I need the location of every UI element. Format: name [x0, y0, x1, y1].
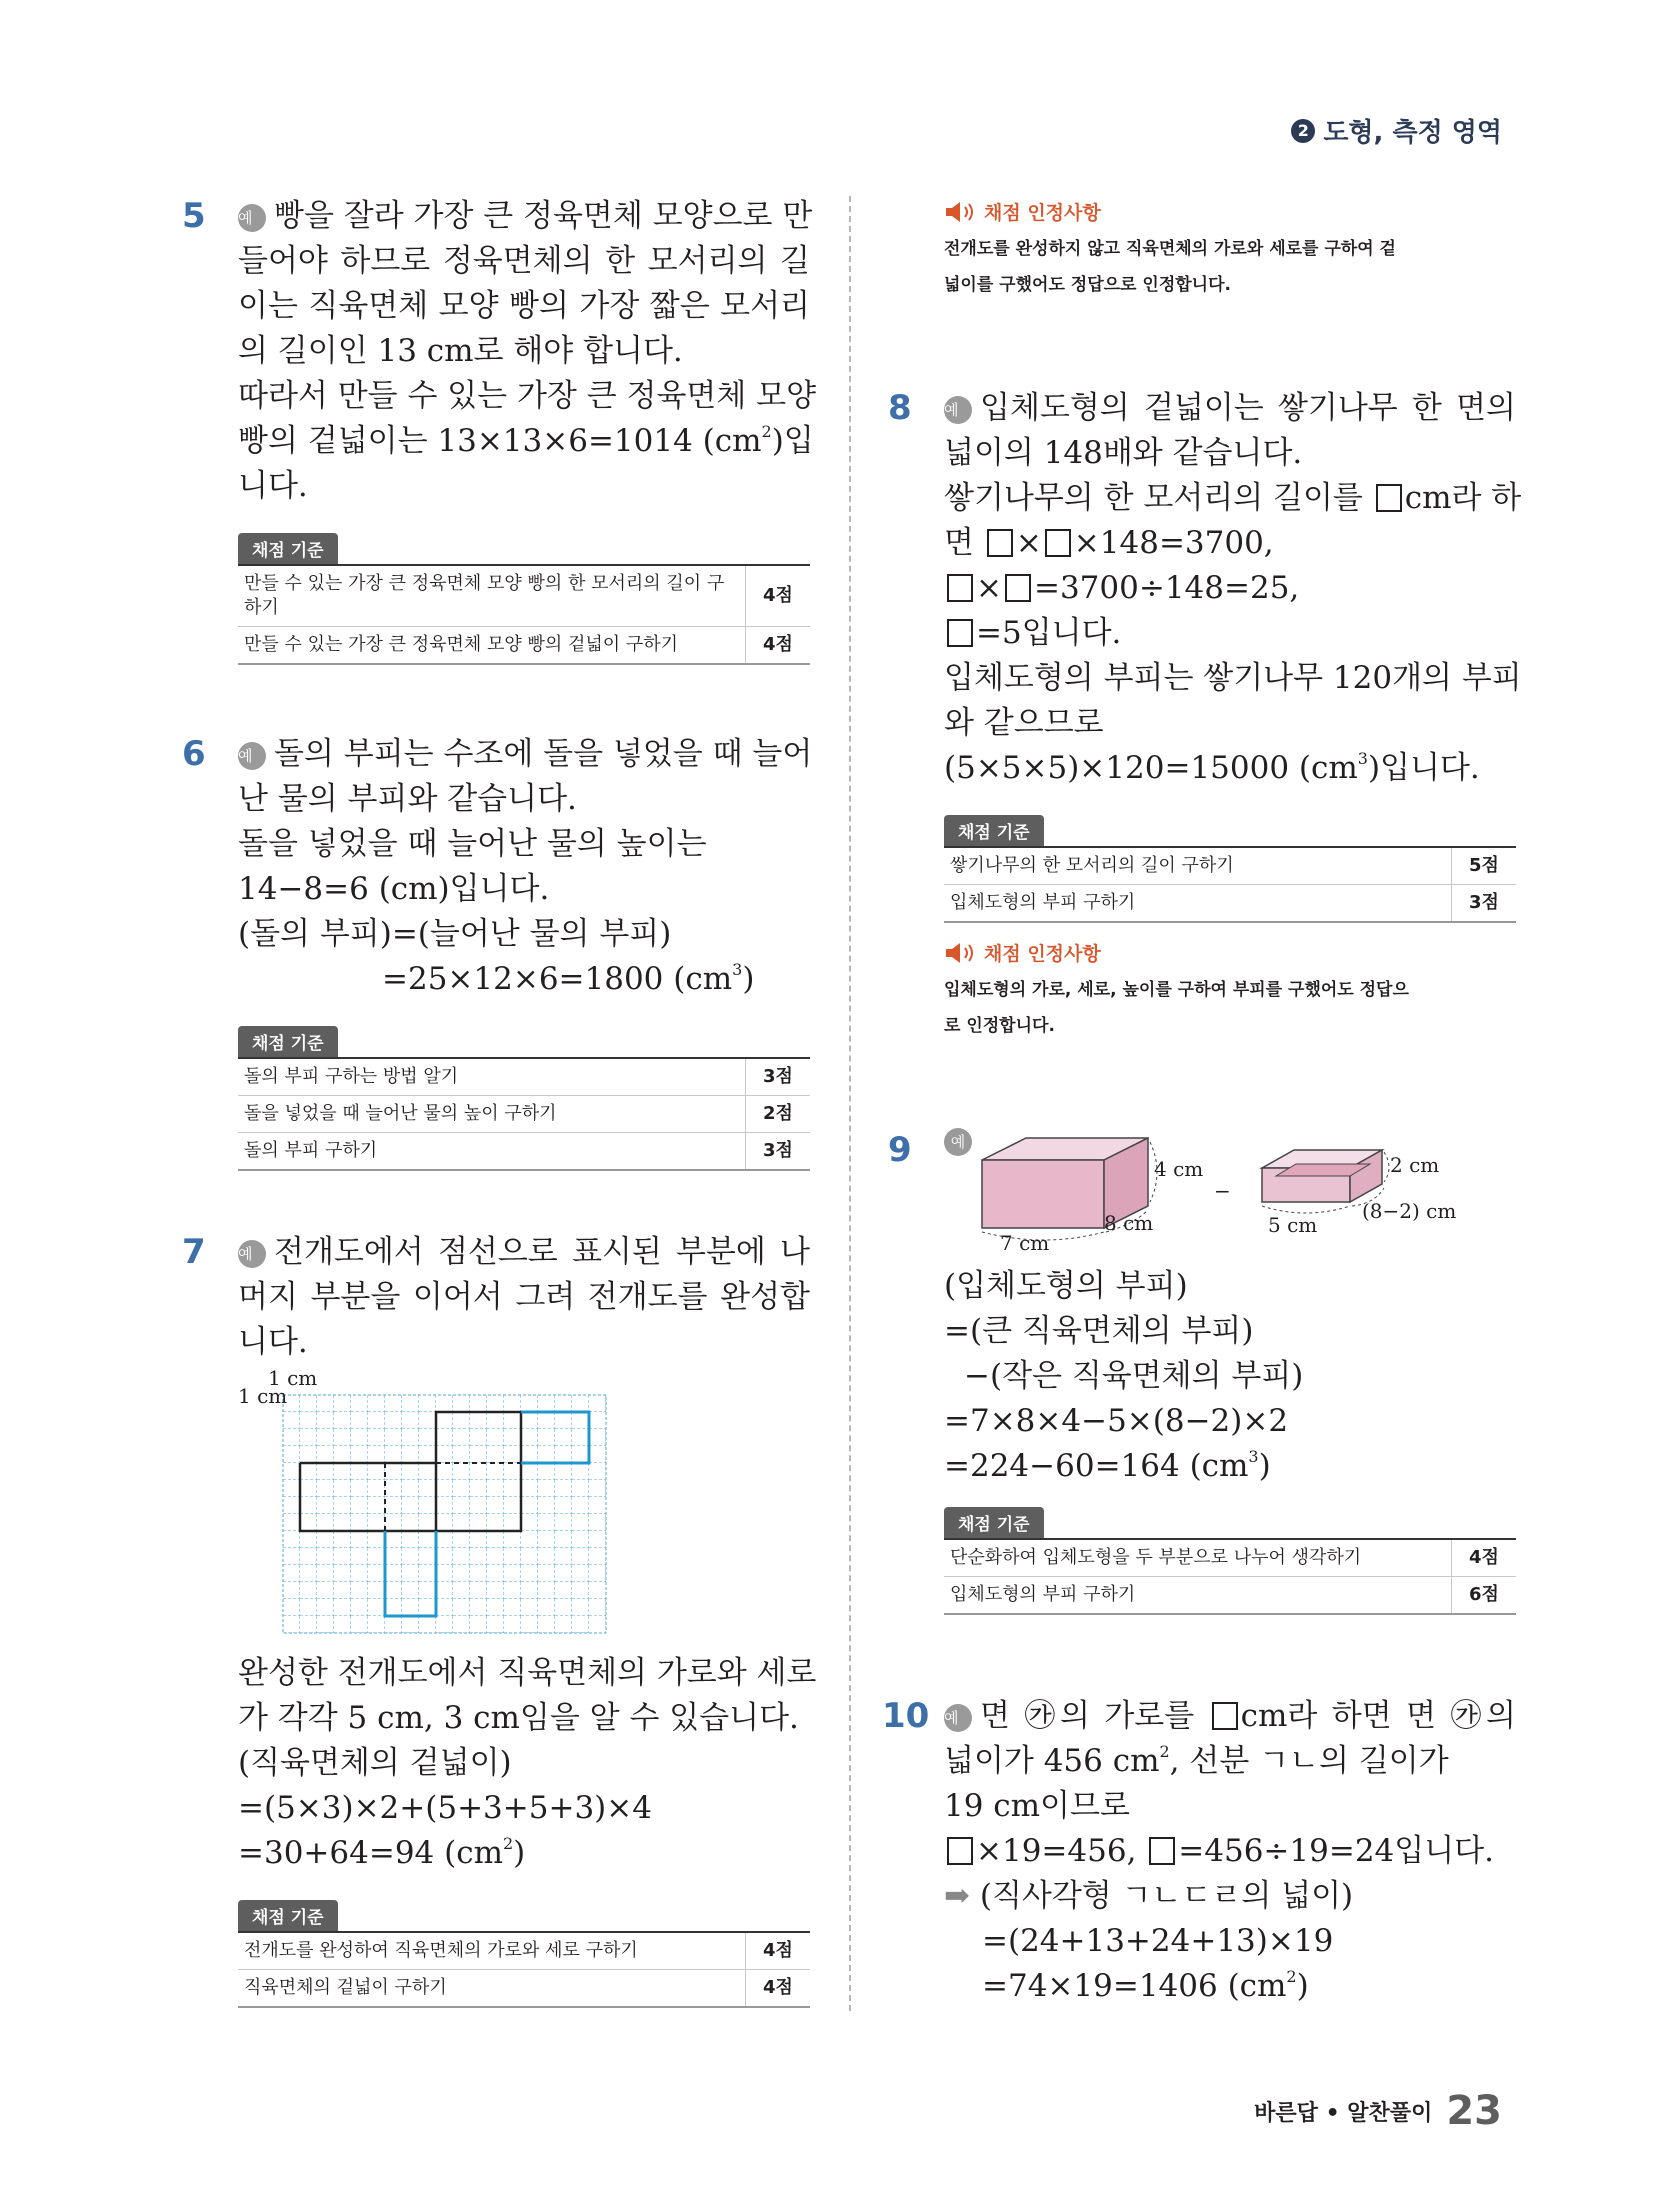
example-badge: 예: [944, 1128, 972, 1156]
table-row: [238, 1932, 810, 1970]
criteria-score: 3점: [1452, 885, 1517, 923]
arrow-icon: ➡: [944, 1878, 970, 1914]
text-line: 의 길이인 13 cm로 해야 합니다.: [238, 333, 683, 369]
text-line: 가 각각 5 cm, 3 cm임을 알 수 있습니다.: [238, 1700, 799, 1736]
criteria-table: [238, 1057, 810, 1171]
text-line: =224−60=164 $(cm^3)$: [944, 1447, 1271, 1484]
criteria-text: 직육면체의 겉넓이 구하기: [238, 1970, 746, 2008]
speaker-icon: [944, 201, 978, 223]
recognition-title: 채점 인정사항: [944, 939, 1516, 966]
problem-9: [888, 1128, 1516, 1615]
criteria-label: 채점 기준: [238, 533, 338, 564]
grid: [283, 1395, 606, 1633]
example-badge: 예: [944, 396, 972, 424]
text-line: 입체도형의 부피는 쌓기나무 120개의 부피: [944, 660, 1522, 696]
text-line: (5×5×5)×120=15000 $(cm^3)$입니다.: [944, 749, 1480, 786]
text-line: =(24+13+24+13)×19: [982, 1923, 1334, 1959]
criteria-score: 6점: [1452, 1577, 1517, 1615]
text-line: 완성한 전개도에서 직육면체의 가로와 세로: [238, 1655, 817, 1691]
problem-number: 7: [182, 1232, 206, 1272]
criteria-score: 2점: [746, 1096, 811, 1133]
recognition-line: 넓이를 구했어도 정답으로 인정합니다.: [944, 275, 1231, 295]
text-line: (돌의 부피)=(늘어난 물의 부피): [238, 916, 672, 952]
big-height-label: 4 cm: [1154, 1157, 1204, 1181]
text-line: 와 같으므로: [944, 705, 1104, 741]
blank-box: [1005, 574, 1031, 602]
text-line: 예 돌의 부피는 수조에 돌을 넣었을 때 늘어: [238, 736, 813, 772]
recognition-title: 채점 인정사항: [944, 198, 1516, 225]
grid-label-left: 1 cm: [238, 1384, 288, 1408]
text-line: −(작은 직육면체의 부피): [964, 1358, 1304, 1394]
recognition-note-2: [944, 939, 1516, 1044]
criteria-box: [944, 815, 1516, 923]
problem-6: [182, 732, 813, 1171]
criteria-text: 입체도형의 부피 구하기: [944, 885, 1452, 923]
problem-7: [182, 1230, 817, 2008]
criteria-label: 채점 기준: [944, 1507, 1044, 1538]
criteria-table: [238, 1931, 810, 2008]
criteria-score: 4점: [746, 565, 811, 627]
blank-box: [1212, 1702, 1238, 1730]
text-line: 따라서 만들 수 있는 가장 큰 정육면체 모양: [238, 378, 817, 414]
problem-number: 10: [882, 1696, 930, 1736]
table-row: [238, 1133, 810, 1171]
criteria-label: 채점 기준: [944, 815, 1044, 846]
blank-box: [987, 529, 1013, 557]
criteria-score: 3점: [746, 1133, 811, 1171]
text-line: 돌을 넣었을 때 늘어난 물의 높이는: [238, 826, 707, 862]
table-row: [944, 885, 1516, 923]
problem-number: 5: [182, 196, 206, 236]
small-width-label: 5 cm: [1268, 1213, 1318, 1237]
net-grid-figure: [238, 1369, 658, 1639]
text-line: =74×19=1406 $(cm^2)$: [982, 1967, 1309, 2004]
text-line: 머지 부분을 이어서 그려 전개도를 완성합: [238, 1279, 810, 1315]
text-line: 19 cm이므로: [944, 1788, 1130, 1824]
recognition-note-1: [944, 198, 1516, 303]
big-width-label: 7 cm: [1000, 1231, 1050, 1255]
problem-5: [182, 194, 817, 665]
text-line: 예 빵을 잘라 가장 큰 정육면체 모양으로 만: [238, 198, 813, 234]
text-line: 넓이가 456 $cm^2$, 선분 ㄱㄴ의 길이가: [944, 1742, 1449, 1779]
text-line: (입체도형의 부피): [944, 1268, 1188, 1304]
blank-box: [1149, 1837, 1175, 1865]
text-line: 14−8=6 (cm)입니다.: [238, 871, 550, 907]
criteria-text: 돌의 부피 구하기: [238, 1133, 746, 1171]
criteria-score: 3점: [746, 1058, 811, 1096]
text-line: 들어야 하므로 정육면체의 한 모서리의 길: [238, 243, 810, 279]
blank-box: [947, 574, 973, 602]
criteria-table: [944, 846, 1516, 923]
section-number-badge: 2: [1291, 119, 1315, 143]
text-line: 니다.: [238, 1324, 308, 1360]
blank-box: [1045, 529, 1071, 557]
example-badge: 예: [238, 204, 266, 232]
criteria-label: 채점 기준: [238, 1026, 338, 1057]
text-line: =(큰 직육면체의 부피): [944, 1313, 1254, 1349]
small-cuboid: [1262, 1150, 1382, 1202]
speaker-icon: [944, 942, 978, 964]
criteria-text: 만들 수 있는 가장 큰 정육면체 모양 빵의 겉넓이 구하기: [238, 627, 746, 665]
grid-label-top: 1 cm: [268, 1369, 318, 1390]
recognition-line: 로 인정합니다.: [944, 1016, 1055, 1036]
criteria-score: 4점: [746, 1932, 811, 1970]
criteria-score: 5점: [1452, 847, 1517, 885]
blank-box: [947, 1837, 973, 1865]
criteria-text: 쌓기나무의 한 모서리의 길이 구하기: [944, 847, 1452, 885]
table-row: [238, 627, 810, 665]
section-title: 도형, 측정 영역: [1323, 118, 1502, 148]
small-height-label: 2 cm: [1390, 1153, 1440, 1177]
text-line: =7×8×4−5×(8−2)×2: [944, 1403, 1289, 1439]
table-row: [238, 1058, 810, 1096]
text-line: 빵의 겉넓이는 13×13×6=1014 $(cm^2)$입: [238, 422, 814, 459]
problem-10: [882, 1694, 1516, 2009]
table-row: [944, 1577, 1516, 1615]
problem-number: 9: [888, 1130, 912, 1170]
text-line: 예 전개도에서 점선으로 표시된 부분에 나: [238, 1234, 810, 1270]
criteria-score: 4점: [746, 1970, 811, 2008]
text-line: × =3700÷148=25,: [944, 566, 1516, 611]
section-header: [1291, 112, 1502, 149]
footer-label: 바른답 • 알찬풀이: [1254, 2100, 1433, 2126]
criteria-text: 만들 수 있는 가장 큰 정육면체 모양 빵의 한 모서리의 길이 구하기: [238, 565, 746, 627]
text-line: 예 입체도형의 겉넓이는 쌓기나무 한 면의: [944, 390, 1516, 426]
text-line: ×19=456, =456÷19=24입니다.: [944, 1829, 1516, 1874]
criteria-box: [944, 1507, 1516, 1615]
cuboid-figure: [944, 1128, 1516, 1258]
criteria-table: [238, 564, 810, 665]
example-badge: 예: [238, 1240, 266, 1268]
text-line: =25×12×6=1800 $(cm^3)$: [382, 960, 755, 997]
text-line: 넓이의 148배와 같습니다.: [944, 435, 1303, 471]
text-line: 이는 직육면체 모양 빵의 가장 짧은 모서리: [238, 288, 810, 324]
problem-number: 6: [182, 734, 206, 774]
recognition-line: 전개도를 완성하지 않고 직육면체의 가로와 세로를 구하여 겉: [944, 239, 1396, 259]
text-line: (직육면체의 겉넓이): [238, 1745, 512, 1781]
criteria-text: 단순화하여 입체도형을 두 부분으로 나누어 생각하기: [944, 1539, 1452, 1577]
text-line: =5입니다.: [944, 611, 1516, 656]
criteria-text: 전개도를 완성하여 직육면체의 가로와 세로 구하기: [238, 1932, 746, 1970]
text-line: 니다.: [238, 468, 308, 504]
minus-sign: −: [1214, 1179, 1231, 1203]
table-row: [944, 1539, 1516, 1577]
criteria-score: 4점: [746, 627, 811, 665]
example-badge: 예: [238, 742, 266, 770]
recognition-line: 입체도형의 가로, 세로, 높이를 구하여 부피를 구했어도 정답으: [944, 980, 1409, 1000]
text-line: 면 × ×148=3700,: [944, 525, 1274, 561]
text-line: 쌓기나무의 한 모서리의 길이를 cm라 하: [944, 480, 1522, 516]
page-number: 23: [1446, 2088, 1502, 2134]
example-badge: 예: [944, 1704, 972, 1732]
text-line: =(5×3)×2+(5+3+5+3)×4: [238, 1790, 652, 1826]
page-footer: [1254, 2088, 1502, 2134]
problem-8: [888, 386, 1522, 1044]
criteria-text: 돌의 부피 구하는 방법 알기: [238, 1058, 746, 1096]
blank-box: [1376, 484, 1402, 512]
text-line: 예 면 ㉮의 가로를 cm라 하면 면 ㉮의: [944, 1698, 1516, 1734]
criteria-score: 4점: [1452, 1539, 1517, 1577]
text-line: =30+64=94 $(cm^2)$: [238, 1834, 526, 1871]
criteria-text: 돌을 넣었을 때 늘어난 물의 높이 구하기: [238, 1096, 746, 1133]
criteria-text: 입체도형의 부피 구하기: [944, 1577, 1452, 1615]
table-row: [238, 1096, 810, 1133]
problem-number: 8: [888, 388, 912, 428]
table-row: [944, 847, 1516, 885]
table-row: [238, 565, 810, 627]
criteria-label: 채점 기준: [238, 1900, 338, 1931]
criteria-box: [238, 533, 810, 665]
blank-box: [947, 619, 973, 647]
big-depth-label: 8 cm: [1104, 1211, 1154, 1235]
column-divider: [849, 196, 851, 2011]
small-depth-label: (8−2) cm: [1362, 1199, 1457, 1223]
criteria-box: [238, 1900, 810, 2008]
text-line: ➡ (직사각형 ㄱㄴㄷㄹ의 넓이): [944, 1878, 1354, 1914]
text-line: 난 물의 부피와 같습니다.: [238, 781, 577, 817]
table-row: [238, 1970, 810, 2008]
criteria-table: [944, 1538, 1516, 1615]
criteria-box: [238, 1026, 810, 1171]
